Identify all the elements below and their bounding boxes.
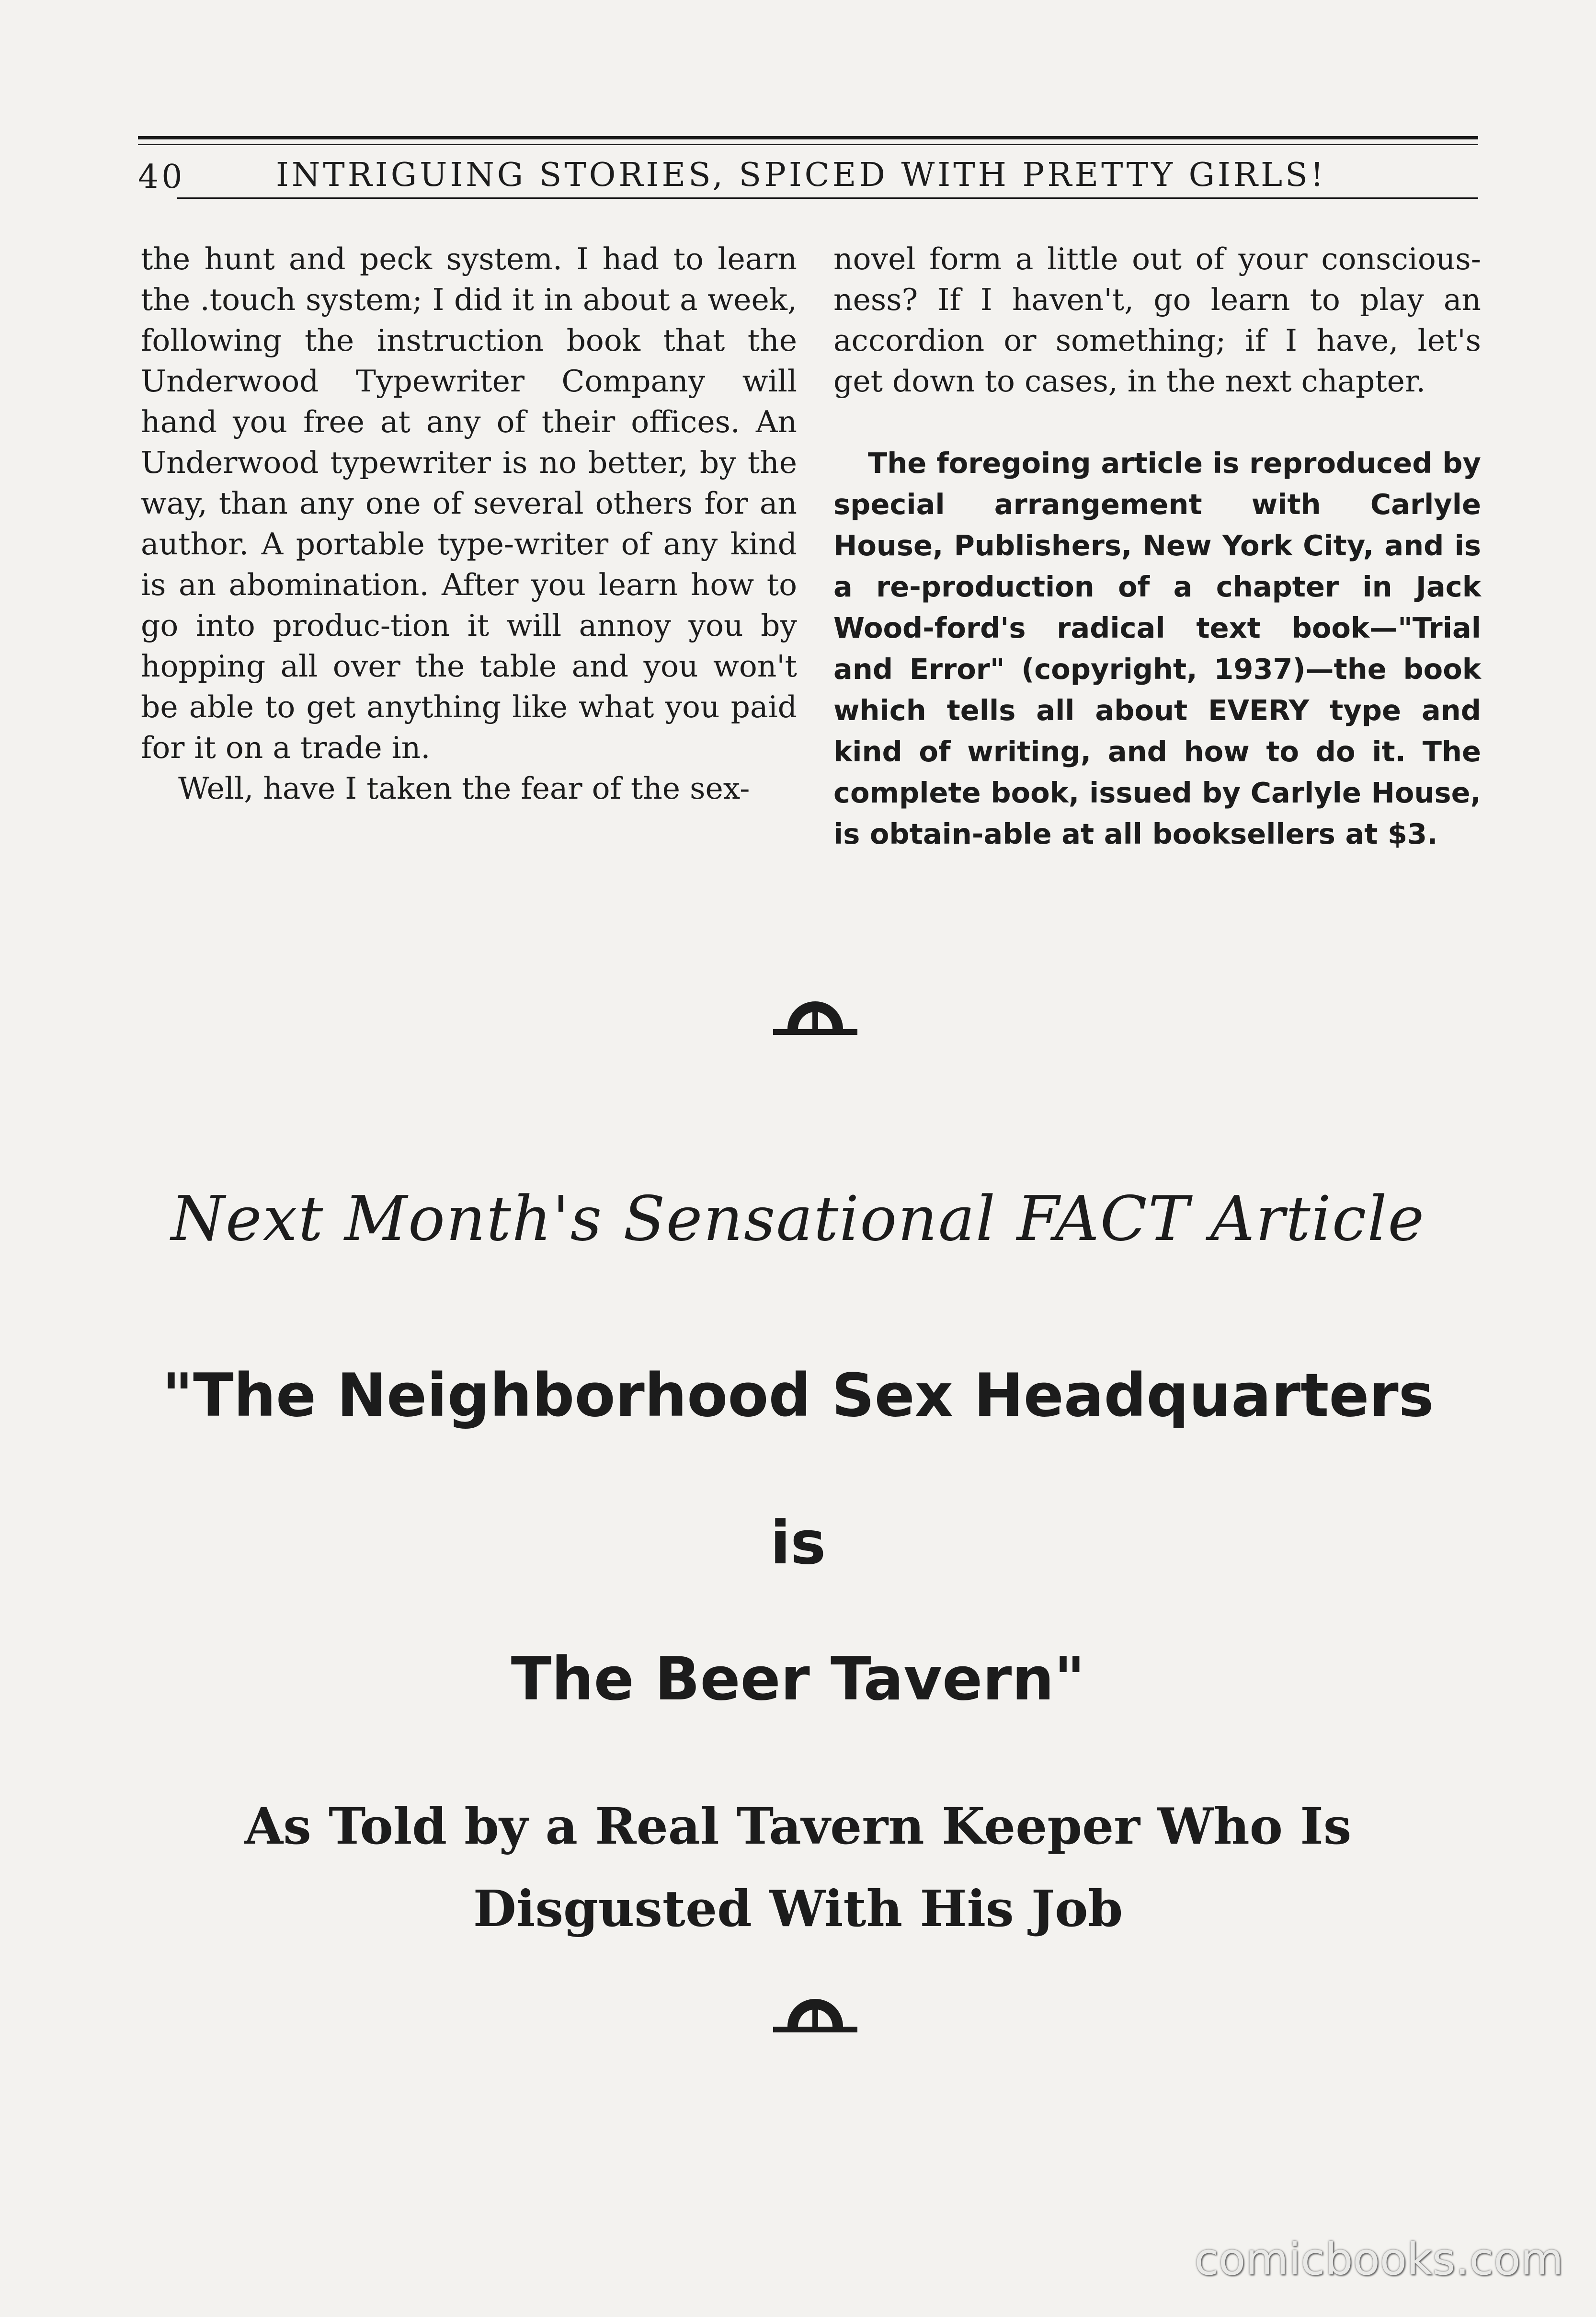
headline-line-2: is — [770, 1509, 826, 1578]
header-rule-second — [138, 144, 1478, 145]
left-paragraph-2: Well, have I taken the fear of the sex- — [178, 771, 750, 806]
byline — [0, 1785, 1596, 1950]
byline-line-1: As Told by a Real Tavern Keeper Who Is — [244, 1797, 1352, 1856]
watermark: comicbooks.com — [1194, 2234, 1563, 2285]
running-title: INTRIGUING STORIES, SPICED WITH PRETTY GIRLS! — [276, 156, 1327, 194]
running-header — [138, 152, 1478, 198]
headline-line-1: "The Neighborhood Sex Headquarters — [162, 1361, 1434, 1430]
headline-line-3: The Beer Tavern" — [511, 1645, 1085, 1714]
header-rule-bottom — [177, 197, 1478, 199]
next-month-kicker: Next Month's Sensational FACT Article — [171, 1183, 1425, 1255]
left-column — [141, 239, 797, 809]
left-paragraph-1: the hunt and peck system. I had to learn the .touch system; I did it in about a week, following the instruction book that the Underwood Typewriter Company will hand you free at any of their offices. An Underwood typewriter is no better, by the way, than any one of several others for an author. A portable type-writer of any kind is an abomination. After you learn how to go into produc-tion it will annoy you by hopping all over the table and you won't be able to get anything like what you paid for it on a trade in. — [141, 241, 797, 765]
reprint-credit: The foregoing article is reproduced by special arrangement with Carlyle House, Publishers, New York City, and is a re-production of a chapter in Jack Wood-ford's radical text book—"Trial and Error" (copyright, 1937)—the book which tells all about EVERY type and kind of writing, and how to do it. The complete book, issued by Carlyle House, is obtain-able at all booksellers at $3. — [833, 447, 1481, 850]
half-circle-dingbat-icon — [773, 1995, 857, 2041]
header-rule-top — [138, 136, 1478, 139]
byline-line-2: Disgusted With His Job — [473, 1879, 1123, 1938]
right-column — [833, 239, 1481, 855]
page-number: 40 — [138, 158, 185, 196]
half-circle-dingbat-icon — [773, 998, 857, 1044]
right-paragraph-1: novel form a little out of your conscious-ness? If I haven't, go learn to play an accordion or something; if I have, let's get down to cases, in the next chapter. — [833, 241, 1481, 399]
